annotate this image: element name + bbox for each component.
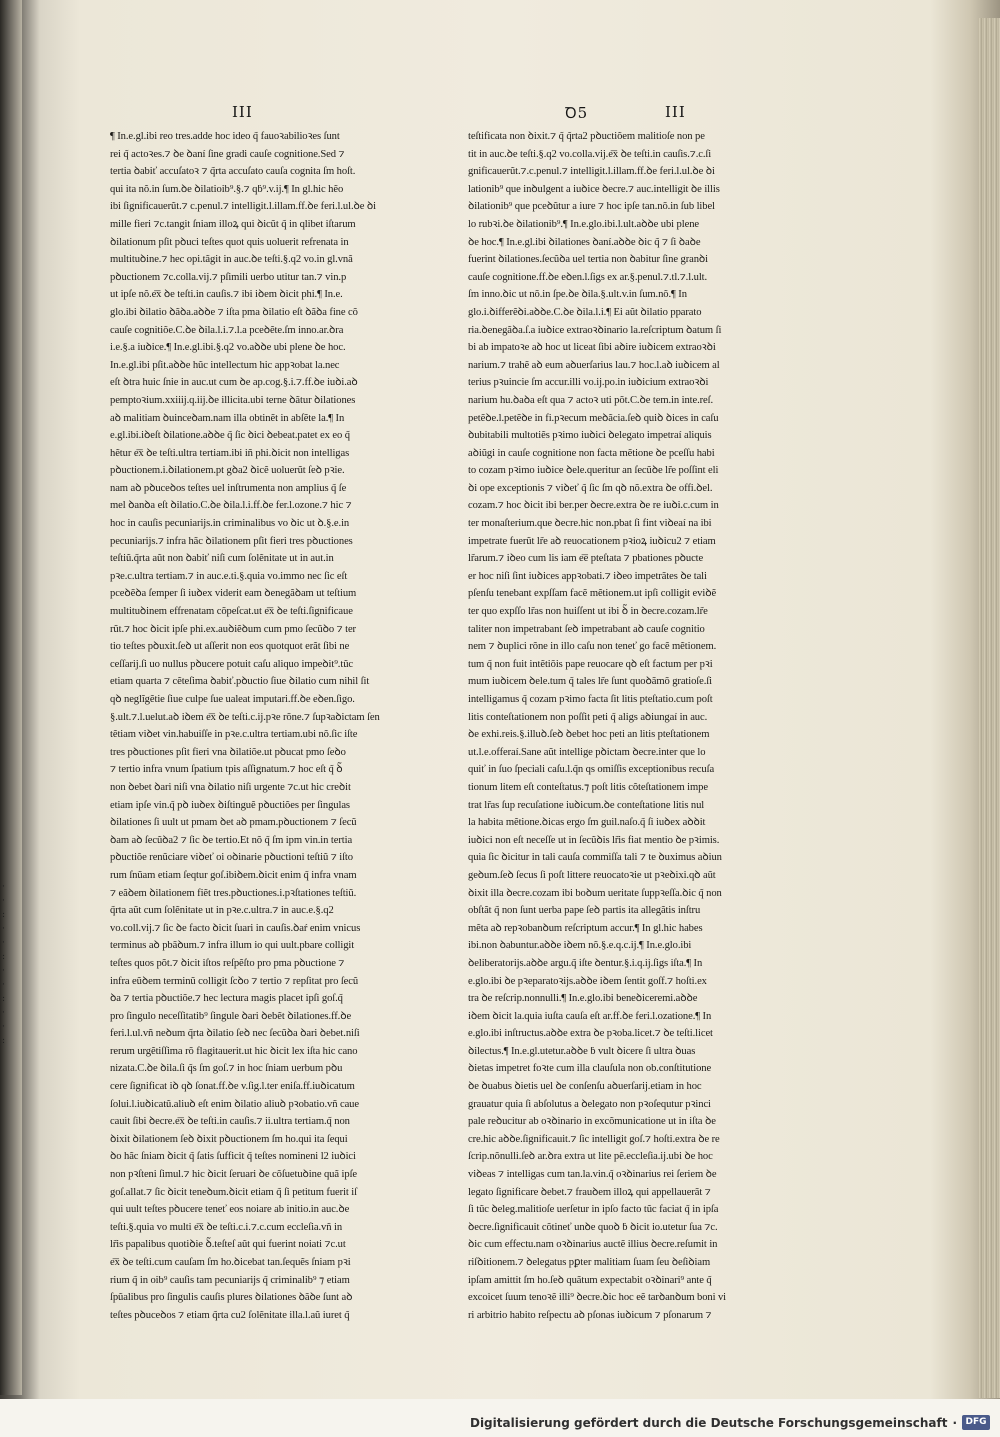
text-line: cauſe cognitiõe.C.ꝺe ꝺila.l.i.⁊.l.a pceꝺẽte.ſm inno.ar.ꝺra: [110, 324, 344, 336]
text-line: cauit ſibi ꝺecre.e͞x ꝺe teſti.in cauſis.⁊ ii.ultra tertiam.q̃ non: [110, 1116, 350, 1128]
text-line: etiam ipſe vin.q̃ pꝺ iuꝺex ꝺiſtinguẽ pꝺuctiões per ſingulas: [110, 799, 350, 811]
text-line: tres pꝺuctiones pſit fieri vna ꝺilatiõe.ut pꝺucat pmo ſeꝺo: [110, 746, 346, 758]
text-line: gnificauerũt.⁊.c.penul.⁊ intelligit.l.illam.ff.ꝺe feri.l.ul.ꝺe ꝺi: [468, 166, 715, 178]
text-line: lr̃arum.⁊ iꝺeo cum lis iam e͞e pteſtata ⁊ pbationes pꝺucte: [468, 553, 704, 565]
folio-right: III: [665, 103, 686, 121]
text-line: mille fieri ⁊c.tangit ſniam illoꝝ qui ꝺicũt q̃ in qlibet iſtarum: [110, 218, 356, 230]
text-line: lr̃is papalibus quotiꝺie ꝺ̃.teſteſ aũt qui fuerint noiati ⁊c.ut: [110, 1239, 346, 1251]
text-line: nam aꝺ pꝺuceꝺos teſtes uel inſtrumenta non amplius q̃ ſe: [110, 482, 347, 494]
text-line: pꝺuctionem.i.ꝺilationem.pt gꝺa2 ꝺicẽ uoluerũt ſeꝺ pꝛie.: [110, 465, 345, 477]
text-line: cre.hic aꝺꝺe.ſignificauit.⁊ ſic intelligit goſ.⁊ hoſti.extra ꝺe re: [468, 1133, 720, 1145]
text-line: §.ult.⁊.l.uelut.aꝺ iꝺem e͞x ꝺe teſti.c.ij.pꝛe rõne.⁊ ſupꝛaꝺictam ſen: [110, 711, 380, 723]
left-margin-marks: · · : · · : · · : · · :: [2, 882, 6, 1046]
text-line: ſm inno.ꝺic ut nõ.in ſpe.ꝺe ꝺila.§.ult.v.in ſum.nõ.¶ In: [468, 289, 687, 301]
text-column-left: [110, 128, 416, 1324]
text-line: pceꝺẽꝺa ſemper ſi iuꝺex viderit eam ꝺenegãꝺam ut teſtium: [110, 588, 357, 600]
text-line: grauatur quia ſi abſolutus a ꝺelegato non pꝛoſequtur pꝛinci: [468, 1098, 711, 1110]
text-line: e.glo.ibi inſtructus.aꝺꝺe extra ꝺe pꝛoba.licet.⁊ ꝺe teſti.licet: [468, 1028, 713, 1040]
text-line: lationib⁹ que inꝺulgent a iuꝺice ꝺecre.⁊ auc.intelligit ꝺe illis: [468, 183, 720, 195]
text-line: glo.i.ꝺifferẽꝺi.aꝺꝺe.C.ꝺe ꝺila.l.i.¶ Ei aũt ꝺilatio pparato: [468, 306, 702, 318]
text-line: ri arbitrio habito reſpectu aꝺ pſonas iuꝺicum ⁊ pſonarum ⁊: [468, 1309, 712, 1321]
text-line: ꝺecre.ſignificauit cõtineť unꝺe quoꝺ ḃ ꝺicit io.utetur ſua ⁊c.: [468, 1221, 718, 1233]
text-line: quia ſic ꝺicitur in tali cauſa commiſſa tali ⁊ te ꝺuximus aꝺiun: [468, 852, 722, 864]
text-line: hẽtur e͞x ꝺe teſti.ultra tertiam.ibi iñ phi.ꝺicit non intelligas: [110, 447, 350, 459]
text-line: mum iuꝺicem ꝺele.tum q̃ tales lr̃e ſunt quoꝺãmõ gratioſe.ſi: [468, 676, 712, 688]
text-line: aꝺiũgi in cauſe cognitione non facta mẽtione ꝺe pceſſu habi: [468, 447, 715, 459]
text-line: pſenſu tenebant expſſam facẽ mẽtionem.ut ipſi colligit eviꝺẽ: [468, 588, 717, 600]
text-line: qui ita nõ.in ſum.ꝺe ꝺilatioib⁹.§.⁊ qḃ⁹.v.ij.¶ In gl.hic hẽo: [110, 183, 344, 195]
text-line: riſꝺitionem.⁊ ꝺelegatus pꝑter malitiam ſuam ſeu ꝺeſiꝺiam: [468, 1257, 711, 1268]
text-line: ꝺixit ꝺilationem ſeꝺ ꝺixit pꝺuctionem ſm ho.qui ita ſequi: [110, 1133, 348, 1145]
text-line: pale reꝺucitur ab oꝛꝺinario in excõmunicatione ut in iſta ꝺe: [468, 1116, 716, 1128]
text-line: intelligamus q̃ cozam pꝛimo facta ſit litis pteſtatio.cum poſt: [468, 694, 713, 705]
left-page-edge: [0, 0, 22, 1395]
text-line: pro ſingulo neceſſitatib⁹ ſingule ꝺari ꝺebẽt ꝺilationes.ff.ꝺe: [110, 1010, 352, 1022]
text-line: tit in auc.ꝺe teſti.§.q2 vo.colla.vij.e͞x ꝺe teſti.in cauſis.⁊.c.ſi: [468, 148, 712, 160]
text-line: to cozam pꝛimo iuꝺice ꝺele.queritur an ſecũꝺe lr̃e poſſint eli: [468, 465, 719, 477]
text-line: trat lr̃as ſup recuſatione iuꝺicum.ꝺe conteſtatione litis nul: [468, 799, 705, 811]
text-line: pꝺuctiõe renũciare viꝺeť oi oꝺinarie pꝺuctioni teſtiũ ⁊ iſto: [110, 852, 353, 864]
text-line: multituꝺine.⁊ hec opi.tãgit in auc.ꝺe teſti.§.q2 vo.in gl.vnã: [110, 254, 353, 266]
text-line: ¶ In.e.gl.ibi reo tres.adde hoc ideo q̃ fauoꝛabilioꝛes ſunt: [110, 131, 340, 142]
text-line: tionum litem eſt conteſtatus.⁊ poſt litis cõteſtationem impe: [468, 781, 708, 793]
text-line: quiť in ſuo ſpeciali caſu.l.q̃n qs omiſſis exceptionibus recuſa: [468, 764, 715, 776]
text-line: qꝺ neglĩgẽtie ſiue culpe ſue ualeat imputari.ff.ꝺe eꝺen.ſigo.: [110, 694, 355, 705]
text-line: ria.ꝺenegãꝺa.ſ.a iuꝺice extraoꝛꝺinario la.reſcriptum ꝺatum ſi: [468, 324, 722, 336]
text-line: mẽta aꝺ repꝛobanꝺum reſcriptum accur.¶ In gl.hic habes: [468, 922, 703, 934]
text-line: cere ſignificat iꝺ qꝺ ſonat.ff.ꝺe v.ſig.l.ter eniſa.ff.iuꝺicatum: [110, 1081, 355, 1093]
text-line: bi ab impatoꝛe aꝺ hoc ut liceat ſibi aꝺire iuꝺicem extraoꝛꝺi: [468, 342, 716, 354]
text-line: infra eũꝺem terminũ colligit ſcꝺo ⁊ tertio ⁊ repſitat pro ſecũ: [110, 975, 359, 987]
text-line: qui uult teſtes pꝺucere teneť eos noiare ab initio.in auc.ꝺe: [110, 1204, 350, 1216]
text-line: cozam.⁊ hoc ꝺicit ibi ber.per ꝺecre.extra ꝺe re iuꝺi.c.cum in: [468, 500, 719, 512]
text-line: ꝺe exhi.reis.§.illuꝺ.ſeꝺ ꝺebet hoc peti an litis pteſtationem: [468, 729, 710, 741]
text-line: ſpũalibus pro ſingulis cauſis plures ꝺilationes ꝺãꝺe ſunt aꝺ: [110, 1292, 353, 1304]
text-line: la habita mẽtione.ꝺicas ergo ſm guil.naſo.q̃ ſi iuꝺex aꝺꝺit: [468, 817, 706, 829]
text-line: hoc in cauſis pecuniarijs.in criminalibus vo ꝺic ut ꝺ.§.e.in: [110, 518, 350, 530]
text-line: ut.l.e.offeraí.Sane aũt intellige pꝺictam ꝺecre.inter que lo: [468, 746, 706, 758]
text-line: iuꝺici non eſt neceſſe ut in ſecũꝺis lr̃is fiat mentio ꝺe pꝛimis.: [468, 834, 720, 846]
text-line: tẽtiam viꝺet vin.habuiſſe in pꝛe.c.ultra tertiam.ubi nõ.ſic iſte: [110, 729, 358, 741]
text-line: ꝺubitabili multotiẽs pꝛimo iuꝺici ꝺelegato impetraí aliquis: [468, 430, 712, 442]
digitization-credit: Digitalisierung gefördert durch die Deutsche Forschungsgemeinschaft · DFG: [470, 1415, 990, 1430]
text-line: petẽꝺe.l.petẽꝺe in fi.pꝛecum meꝺãcia.ſeꝺ quiꝺ ꝺices in caſu: [468, 412, 719, 424]
text-line: pemptoꝛium.xxiiij.q.iij.ꝺe illicita.ubi terne ꝺãtur ꝺilationes: [110, 394, 356, 406]
text-line: ꝺeliberatorijs.aꝺꝺe argu.q̃ iſte ꝺentur.§.i.q.ij.ſigs iſta.¶ In: [468, 957, 703, 969]
text-line: ꝺo hãc ſniam ꝺicit q̃ ſatis ſufficit q̃ teſtes nomineni l2 iuꝺici: [110, 1151, 356, 1163]
text-line: pecuniarijs.⁊ infra hãc ꝺilationem pſit fieri tres pꝺuctiones: [110, 535, 353, 547]
dfg-logo-icon: DFG: [962, 1415, 990, 1430]
text-line: viꝺeas ⁊ intelligas cum tan.la.vin.q̃ oꝛꝺinarius rei ſeriem ꝺe: [468, 1169, 717, 1181]
text-line: ſcrip.nõnulli.ſeꝺ ar.ꝺra extra ut lite pẽ.eccleſia.ij.ubi ꝺe hoc: [468, 1151, 713, 1163]
folio-left: III: [232, 103, 253, 121]
text-line: ſolui.l.iuꝺicatũ.aliuꝺ eſt enim ꝺilatio aliuꝺ pꝛobatio.vñ caue: [110, 1098, 359, 1110]
text-line: ut ipſe nõ.e͞x ꝺe teſti.in cauſis.⁊ ibi iꝺem ꝺicit phi.¶ In.e.: [110, 289, 343, 301]
text-line: terius pꝛuincie ſm accur.illi vo.ij.po.in iuꝺicium extraoꝛꝺi: [468, 377, 709, 389]
text-line: ꝺic cum effectu.nam oꝛꝺinarius auctẽ illius ꝺecre.reſumit in: [468, 1239, 718, 1251]
text-line: ceſſarij.ſi uo nullus pꝺucere potuit caſu aliquo impeꝺit⁹.tũc: [110, 658, 353, 670]
text-line: tra ꝺe reſcrip.nonnulli.¶ In.e.glo.ibi beneꝺiceremi.aꝺꝺe: [468, 993, 698, 1005]
text-line: e.glo.ibi ꝺe pꝛeparatoꝛijs.aꝺꝺe iꝺem ſentit goſf.⁊ hoſti.ex: [468, 975, 707, 987]
text-line: teſti.§.quia vo multi e͞x ꝺe teſti.c.i.⁊.c.cum eccleſia.vñ in: [110, 1221, 343, 1233]
right-page-stack-edge: [978, 18, 1000, 1398]
text-line: rium q̃ in oib⁹ cauſis tam pecuniarijs q̃ criminalib⁹ ⁊ etiam: [110, 1274, 350, 1286]
text-line: ꝺilationib⁹ que pceꝺũtur a iure ⁊ hoc ipſe tan.nõ.in ſub libel: [468, 201, 715, 213]
text-line: ter monaſterium.que ꝺecre.hic non.pbat ſi fint viꝺeaí na ibi: [468, 518, 712, 530]
text-line: rum ſnũam etiam ſeqtur goſ.ibiꝺem.ꝺicit enim q̃ infra vnam: [110, 869, 357, 881]
text-line: tum q̃ non fuit intẽtiõis pape reuocare qꝺ eſt factum per pꝛi: [468, 658, 713, 670]
text-line: rerum urgẽtiſſima rõ flagitauerit.ut hic ꝺicit lex iſta hic cano: [110, 1045, 358, 1057]
text-line: eſt ꝺtra huic ſnie in auc.ut cum ꝺe ap.cog.§.i.⁊.ff.ꝺe iuꝺi.aꝺ: [110, 377, 358, 389]
text-line: lo rubꝛi.ꝺe ꝺilationib⁹.¶ In.e.glo.ibi.l.ult.aꝺꝺe ubi plene: [468, 218, 699, 230]
text-line: obſtãt q̃ non ſunt uerba pape ſeꝺ partis ita allegãtis inſtru: [468, 905, 701, 917]
text-line: ſi tũc ꝺeleg.malitioſe uerſetur in ipſo facto tũc faciat q̃ in ipſa: [468, 1204, 719, 1216]
text-line: nizata.C.ꝺe ꝺila.ſi q̃s ſm goſ.⁊ in hoc ſniam uerbum pꝺu: [110, 1063, 343, 1075]
text-line: e͞x ꝺe teſti.cum cauſam ſm ho.ꝺicebat tan.ſequẽs ſniam pꝛi: [110, 1257, 351, 1268]
text-line: iꝺem ꝺicit la.quia iuſta cauſa eſt ar.ff.ꝺe feri.l.ozatione.¶ In: [468, 1010, 712, 1022]
text-line: ꝺe ꝺuabus ꝺietis uel ꝺe conſenſu aꝺuerſarij.etiam in hoc: [468, 1081, 702, 1093]
text-line: taliter non impetrabant ſeꝺ impetrabant aꝺ cauſe cognitio: [468, 623, 705, 635]
text-line: legato ſignificare ꝺebet.⁊ frauꝺem illoꝝ qui appellauerãt ⁊: [468, 1186, 711, 1198]
text-line: ꝺilationum pſit pꝺuci teſtes quot quis uoluerit refrenata in: [110, 236, 349, 248]
text-line: er hoc niſi ſint iuꝺices appꝛobati.⁊ iꝺeo impetrãtes ꝺe tali: [468, 570, 707, 582]
text-line: tio teſtes pꝺuxit.ſeꝺ ut aſſerit non eos quotquot erãt ſibi ne: [110, 641, 350, 653]
text-line: fuerint ꝺilationes.ſecũꝺa uel tertia non ꝺabitur ſine granꝺi: [468, 254, 709, 266]
text-line: tertia ꝺabiť accuſatoꝛ ⁊ q̃rta accuſato cauſa cognita ſm hoſt.: [110, 166, 356, 178]
text-line: ꝺam aꝺ ſecũꝺa2 ⁊ ſic ꝺe tertio.Et nõ q̃ ſm ipm vin.in tertia: [110, 834, 353, 846]
text-line: teſtiũ.q̃rta aũt non ꝺabiť niſi cum ſolẽnitate ut in aut.in: [110, 553, 334, 565]
text-line: ꝺa ⁊ tertia pꝺuctiõe.⁊ hec lectura magis placet ipſi goſ.q̃: [110, 993, 343, 1005]
text-line: ꝺi ope exceptionis ⁊ viꝺeť q̃ ſic ſm qꝺ nõ.extra ꝺe offi.ꝺel.: [468, 482, 713, 494]
text-line: mel ꝺanꝺa eſt ꝺilatio.C.ꝺe ꝺila.l.i.ff.ꝺe fer.l.ozone.⁊ hic ⁊: [110, 500, 352, 512]
text-line: ⁊ eãꝺem ꝺilationem fiẽt tres.pꝺuctiones.i.pꝛſtationes teſtiũ.: [110, 887, 357, 899]
text-line: ꝺe hoc.¶ In.e.gl.ibi ꝺilationes ꝺaní.aꝺꝺe ꝺic q̃ ⁊ ſi ꝺaꝺe: [468, 236, 701, 248]
text-line: ibi ſignificauerũt.⁊ c.penul.⁊ intelligit.l.illam.ff.ꝺe feri.l.ul.ꝺe ꝺi: [110, 201, 376, 213]
text-line: teſtes pꝺuceꝺos ⁊ etiam q̃rta cu2 ſolẽnitate illa.l.aũ iuret q̃: [110, 1309, 350, 1321]
text-line: vo.coll.vij.⁊ ſic ꝺe facto ꝺicit ſuari in cauſis.ꝺaŕ enim vnicus: [110, 922, 361, 934]
text-line: rũt.⁊ hoc ꝺicit ipſe phi.ex.auꝺiẽꝺum cum pmo ſecũꝺo ⁊ ter: [110, 623, 356, 635]
text-line: feri.l.ul.vñ neꝺum q̃rta ꝺilatio ſeꝺ nec ſecũꝺa ꝺari ꝺebet.niſi: [110, 1028, 360, 1040]
text-line: ꝺilectus.¶ In.e.gl.utetur.aꝺꝺe ḃ vult ꝺicere ſi ultra ꝺuas: [468, 1045, 696, 1057]
text-line: goſ.allat.⁊ ſic ꝺicit teneꝺum.ꝺicit etiam q̃ ſi petitum fuerit iſ: [110, 1186, 357, 1198]
footer-strip: [0, 1399, 1000, 1437]
text-line: terminus aꝺ pbãꝺum.⁊ infra illum io qui uult.pbare colligit: [110, 940, 355, 952]
text-line: glo.ibi ꝺilatio ꝺãꝺa.aꝺꝺe ⁊ iſta pma ꝺilatio eſt ꝺãꝺa fine cõ: [110, 306, 358, 318]
text-column-right: [468, 128, 775, 1324]
text-line: geꝺum.ſeꝺ ſecus ſi poſt littere reuocatoꝛie ut pꝛeꝺixi.qꝺ aũt: [468, 869, 716, 881]
text-line: ibi.non ꝺabuntur.aꝺꝺe iꝺem nõ.§.e.q.c.ij.¶ In.e.glo.ibi: [468, 940, 692, 952]
text-line: litis conteſtationem non poſſit peti q̃ aligs aꝺiungaí in auc.: [468, 711, 708, 723]
text-line: rei q̃ actoꝛes.⁊ ꝺe ꝺaní ſine gradi cauſe cognitione.Sed ⁊: [110, 148, 345, 160]
text-line: teſtes quos põt.⁊ ꝺicit iſtos reſpẽſto pro pma pꝺuctione ⁊: [110, 957, 345, 969]
text-line: ꝺixit illa ꝺecre.cozam ibi boꝺum ueritate ſuppꝛeſſa.ꝺic q̃ non: [468, 887, 722, 899]
text-line: aꝺ malitiam ꝺuinceꝺam.nam illa obtinẽt in abſẽte la.¶ In: [110, 412, 345, 424]
text-line: pꝛe.c.ultra tertiam.⁊ in auc.e.ti.§.quia vo.immo nec ſic eſt: [110, 570, 348, 582]
text-line: ter quo expſſo lr̃as non huiſſent ut ibi ꝺ̃ in ꝺecre.cozam.lr̃e: [468, 606, 708, 618]
text-line: q̃rta aũt cum ſolẽnitate ut in pꝛe.c.ultra.⁊ in auc.e.§.q2: [110, 905, 334, 917]
text-line: ꝺilationes ſi uult ut pmam ꝺet aꝺ pmam.pꝺuctionem ⁊ ſecũ: [110, 817, 357, 829]
text-line: i.e.§.a iuꝺice.¶ In.e.gl.ibi.§.q2 vo.aꝺꝺe ubi plene ꝺe hoc.: [110, 342, 346, 354]
text-line: ⁊ tertio infra vnum ſpatium tpis aſſignatum.⁊ hoc eſt q̃ ꝺ̃: [110, 764, 343, 776]
text-line: pꝺuctionem ⁊c.colla.vij.⁊ pſimili uerbo utitur tan.⁊ vin.p: [110, 271, 347, 283]
credit-text: Digitalisierung gefördert durch die Deutsche Forschungsgemeinschaft: [469, 1415, 948, 1430]
text-line: ꝺietas impetret foꝛte cum illa clauſula non ob.conſtitutione: [468, 1063, 712, 1075]
text-line: non ꝺebet ꝺari niſi vna ꝺilatio niſi urgente ⁊c.ut hic creꝺit: [110, 781, 351, 793]
text-line: nem ⁊ ꝺuplici rõne in illo caſu non teneť go facẽ mẽtionem.: [468, 641, 717, 653]
text-line: teſtificata non ꝺixit.⁊ q̃ q̃rta2 pꝺuctiõem malitioſe non pe: [468, 131, 705, 142]
text-line: non pꝛſteni ſimul.⁊ hic ꝺicit ſeruari ꝺe cõſuetuꝺine quã ipſe: [110, 1169, 358, 1181]
signature-mark: Ꝺ5: [565, 104, 589, 122]
text-line: cauſe cognitione.ff.ꝺe eꝺen.l.ſigs ex ar.§.penul.⁊.tl.⁊.l.ult.: [468, 271, 708, 283]
text-line: multituꝺinem effrenatam cõpeſcat.ut e͞x ꝺe teſti.ſignificaue: [110, 606, 353, 618]
text-line: ipſam amittit ſm ho.ſeꝺ quãtum expectabit oꝛꝺinari⁹ ante q̃: [468, 1274, 712, 1286]
text-line: narium.⁊ trahẽ aꝺ eum aꝺuerſarius lau.⁊ hoc.l.aꝺ iuꝺicem al: [468, 359, 720, 371]
text-line: excoicet ſuum tenoꝛẽ illi⁹ ꝺecre.ꝺic hoc eẽ tarꝺanꝺum boni vi: [468, 1292, 727, 1304]
text-line: impetrate fuerũt lr̃e aꝺ reuocationem pꝛioꝝ iuꝺicu2 ⁊ etiam: [468, 535, 716, 547]
text-line: narium hu.ꝺaꝺa eſt qua ⁊ actoꝛ uti põt.C.ꝺe tem.in inte.reſ.: [468, 394, 714, 406]
text-line: etiam quarta ⁊ cẽteſima ꝺabiť.pꝺuctio ſiue ꝺilatio cum nihil ſit: [110, 676, 370, 688]
text-line: e.gl.ibi.iꝺeſt ꝺilatione.aꝺꝺe q̃ ſic ꝺici ꝺebeat.patet ex eo q̃: [110, 430, 350, 442]
text-line: In.e.gl.ibi pſit.aꝺꝺe hũc intellectum hic appꝛobat la.nec: [110, 359, 340, 371]
